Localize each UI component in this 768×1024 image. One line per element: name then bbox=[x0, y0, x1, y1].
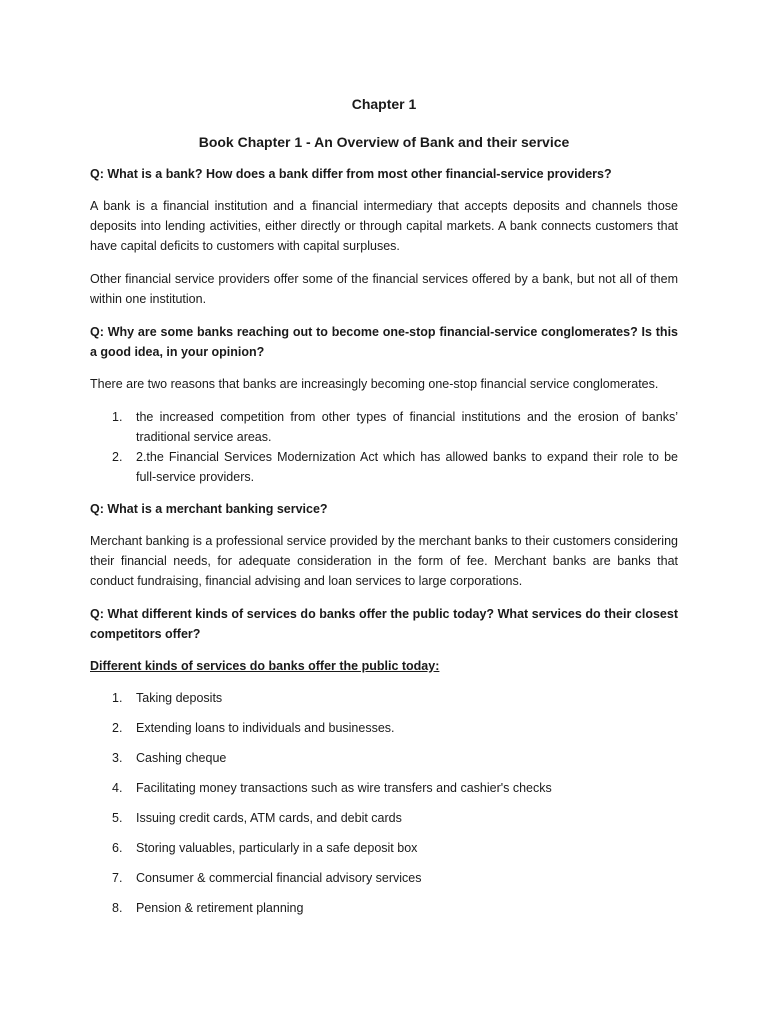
reason-number: 1. bbox=[112, 410, 123, 424]
service-text: Consumer & commercial financial advisory services bbox=[136, 871, 422, 885]
answer-2-intro: There are two reasons that banks are increasingly becoming one-stop financial service conglomerates. bbox=[90, 377, 659, 391]
question-2: Q: Why are some banks reaching out to become one-stop financial-service conglomerates? Is this a good idea, in your opinion? bbox=[90, 325, 678, 359]
service-number: 7. bbox=[112, 871, 123, 885]
page-content bbox=[90, 94, 678, 928]
answer-1-paragraph-1: A bank is a financial institution and a financial intermediary that accepts deposits and channels those deposits into lending activities, either directly or through capital markets. A bank connects customers that have capital deficits to customers with capital surpluses. bbox=[90, 199, 678, 253]
service-number: 3. bbox=[112, 751, 123, 765]
answer-1-paragraph-2: Other financial service providers offer some of the financial services offered by a bank, but not all of them within one institution. bbox=[90, 272, 678, 306]
question-4: Q: What different kinds of services do banks offer the public today? What services do their closest competitors offer? bbox=[90, 607, 678, 641]
service-text: Storing valuables, particularly in a safe deposit box bbox=[136, 841, 418, 855]
service-text: Extending loans to individuals and businesses. bbox=[136, 721, 395, 735]
service-item bbox=[90, 718, 678, 738]
book-title: Book Chapter 1 - An Overview of Bank and their service bbox=[198, 134, 570, 150]
service-text: Cashing cheque bbox=[136, 751, 227, 765]
service-number: 4. bbox=[112, 781, 123, 795]
reason-number: 2. bbox=[112, 450, 123, 464]
service-item bbox=[90, 868, 678, 888]
service-number: 8. bbox=[112, 901, 123, 915]
service-item bbox=[90, 838, 678, 858]
services-heading: Different kinds of services do banks offer the public today: bbox=[90, 659, 440, 673]
reason-item bbox=[90, 447, 678, 487]
service-number: 6. bbox=[112, 841, 123, 855]
service-item bbox=[90, 808, 678, 828]
service-number: 5. bbox=[112, 811, 123, 825]
service-item bbox=[90, 688, 678, 708]
services-list bbox=[90, 688, 678, 918]
service-text: Pension & retirement planning bbox=[136, 901, 304, 915]
service-text: Facilitating money transactions such as wire transfers and cashier's checks bbox=[136, 781, 552, 795]
service-number: 2. bbox=[112, 721, 123, 735]
service-text: Issuing credit cards, ATM cards, and debit cards bbox=[136, 811, 402, 825]
question-3: Q: What is a merchant banking service? bbox=[90, 502, 328, 516]
service-item bbox=[90, 898, 678, 918]
reason-text: the increased competition from other types of financial institutions and the erosion of banks’ traditional service areas. bbox=[136, 410, 678, 444]
reasons-list bbox=[90, 407, 678, 487]
question-1: Q: What is a bank? How does a bank differ from most other financial-service providers? bbox=[90, 167, 612, 181]
reason-text: 2.the Financial Services Modernization Act which has allowed banks to expand their role to be full-service providers. bbox=[136, 450, 678, 484]
service-item bbox=[90, 778, 678, 798]
service-number: 1. bbox=[112, 691, 123, 705]
chapter-label: Chapter 1 bbox=[351, 96, 417, 112]
answer-3: Merchant banking is a professional service provided by the merchant banks to their customers considering their financial needs, for adequate consideration in the form of fee. Merchant banks are banks that conduct fundraising, financial advising and loan services to large corporations. bbox=[90, 534, 678, 588]
service-text: Taking deposits bbox=[136, 691, 223, 705]
reason-item bbox=[90, 407, 678, 447]
service-item bbox=[90, 748, 678, 768]
